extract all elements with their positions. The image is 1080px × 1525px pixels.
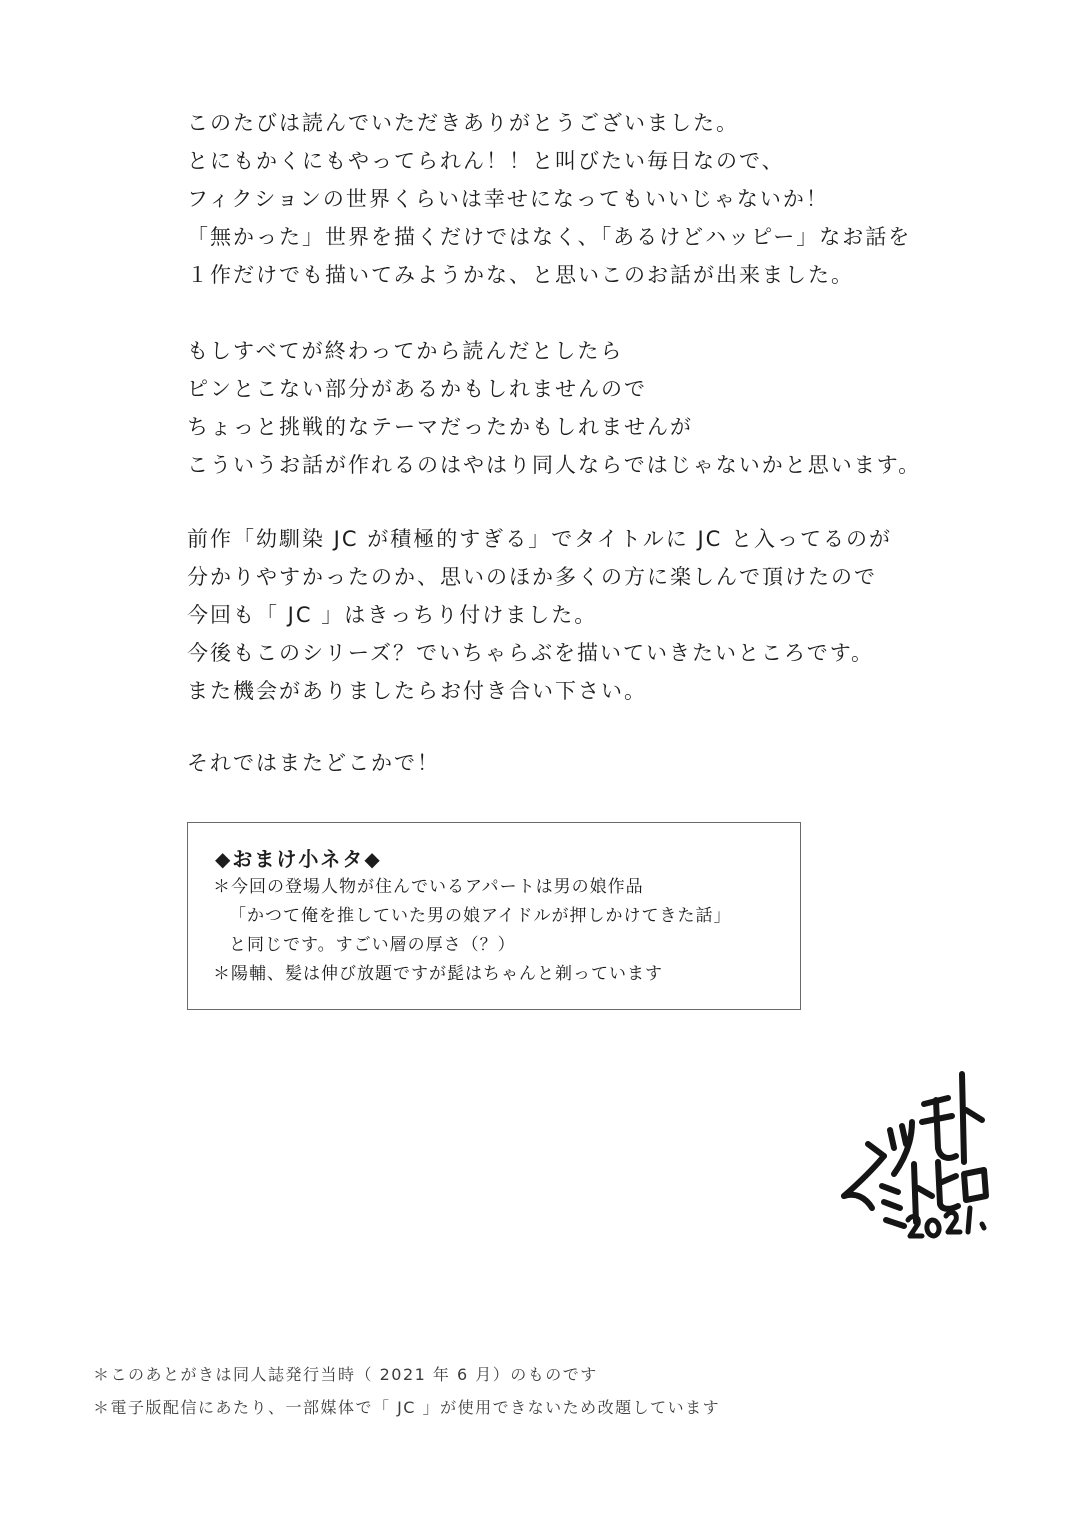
omake-line: ＊陽輔、髪は伸び放題ですが髭はちゃんと剃っています [213, 964, 663, 984]
footnote: ＊このあとがきは同人誌発行当時（ 2021 年 6 月）のものです [93, 1365, 598, 1384]
text-line: それではまたどこかで！ [187, 751, 440, 775]
afterword-body [187, 104, 947, 782]
paragraph-theme [187, 332, 947, 484]
footnotes [93, 1358, 720, 1424]
author-signature [838, 1070, 998, 1250]
paragraph-spacer [187, 484, 947, 520]
text-line: とにもかくにもやってられん！！と叫びたい毎日なので、 [187, 149, 785, 173]
footnote: ＊電子版配信にあたり、一部媒体で「 JC 」が使用できないため改題しています [93, 1398, 721, 1417]
omake-title: ◆おまけ小ネタ◆ [215, 847, 382, 871]
text-line: １作だけでも描いてみようかな、と思いこのお話が出来ました。 [187, 263, 854, 287]
text-line: このたびは読んでいただきありがとうございました。 [187, 111, 739, 135]
paragraph-spacer [187, 294, 947, 332]
text-line: フィクションの世界くらいは幸せになってもいいじゃないか！ [187, 187, 829, 211]
paragraph-thanks [187, 104, 947, 294]
text-line: 分かりやすかったのか、思いのほか多くの方に楽しんで頂けたので [187, 565, 877, 589]
text-line: もしすべてが終わってから読んだとしたら [187, 339, 624, 363]
text-line: 今回も「 JC 」はきっちり付けました。 [187, 603, 598, 627]
paragraph-closing [187, 744, 947, 782]
omake-line: と同じです。すごい層の厚さ（？） [229, 935, 516, 955]
text-line: また機会がありましたらお付き合い下さい。 [187, 679, 647, 703]
text-line: 「無かった」世界を描くだけではなく、「あるけどハッピー」なお話を [187, 225, 912, 249]
paragraph-spacer [187, 710, 947, 744]
omake-box [187, 822, 801, 1010]
text-line: ピンとこない部分があるかもしれませんので [187, 377, 647, 401]
omake-line: 「かつて俺を推していた男の娘アイドルが押しかけてきた話」 [229, 906, 732, 926]
omake-line: ＊今回の登場人物が住んでいるアパートは男の娘作品 [213, 877, 644, 897]
omake-list [213, 873, 731, 989]
text-line: ちょっと挑戦的なテーマだったかもしれませんが [187, 415, 693, 439]
text-line: こういうお話が作れるのはやはり同人ならではじゃないかと思います。 [187, 453, 922, 477]
text-line: 今後もこのシリーズ？でいちゃらぶを描いていきたいところです。 [187, 641, 875, 665]
text-line: 前作「幼馴染 JC が積極的すぎる」でタイトルに JC と入ってるのが [187, 527, 892, 551]
paragraph-series [187, 520, 947, 710]
